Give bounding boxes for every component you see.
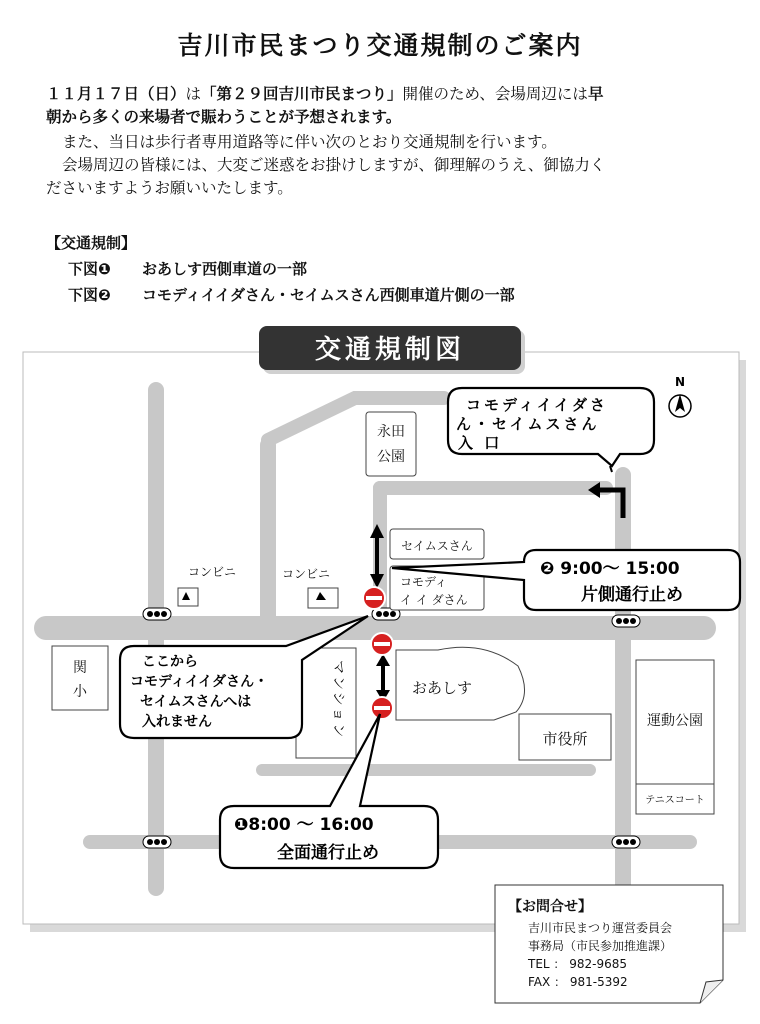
svg-text:運動公園: 運動公園 <box>647 713 703 729</box>
contact-org: 吉川市民まつり運営委員会 <box>528 921 673 935</box>
intro-line-2: 朝から多くの来場者で賑わうことが予想されます。 <box>46 108 402 126</box>
svg-text:コンビニ: コンビニ <box>281 567 331 581</box>
svg-text:N: N <box>674 375 686 389</box>
mansion-building <box>296 648 356 758</box>
svg-text:おあしす: おあしす <box>412 679 473 697</box>
entrance-callout <box>448 388 654 466</box>
svg-text:関: 関 <box>73 660 87 676</box>
nagata-park <box>366 412 416 476</box>
svg-text:コモディイイダさ: コモディイイダさ <box>466 396 609 414</box>
svg-text:コモディイイダさん・: コモディイイダさん・ <box>130 674 269 690</box>
intro-line-5: ださいますようお願いいたします。 <box>46 179 293 197</box>
contact-box <box>494 884 724 1004</box>
intro-line-3: また、当日は歩行者専用道路等に伴い次のとおり交通規制を行います。 <box>62 133 557 151</box>
contact-title: 【お問合せ】 <box>508 899 592 915</box>
event-name: 「第２９回吉川市民まつり」 <box>201 85 403 103</box>
no-entry-sign-icon <box>363 587 385 609</box>
map-title: 交通規制図 <box>314 335 466 365</box>
svg-text:コモディ: コモディ <box>400 575 448 589</box>
no-entry-sign-icon <box>371 697 393 719</box>
svg-text:入れません: 入れません <box>142 714 212 730</box>
svg-text:全面通行止め: 全面通行止め <box>277 843 379 863</box>
contact-tel: TEL ： 982-9685 <box>528 957 628 971</box>
intro-line-1: １１月１７日（日）は「第２９回吉川市民まつり」開催のため、会場周辺には早 <box>46 85 604 103</box>
regulation-item-2: 下図❷ コモディイイダさん・セイムスさん西側車道片側の一部 <box>68 286 515 304</box>
page-title: 吉川市民まつり交通規制のご案内 <box>177 31 583 60</box>
sekisho-building <box>52 646 108 710</box>
svg-text:テニスコート: テニスコート <box>645 795 705 806</box>
svg-text:市役所: 市役所 <box>542 730 588 748</box>
svg-text:セイムスさんへは: セイムスさんへは <box>140 694 252 710</box>
regulation-item-1: 下図❶ おあしす西側車道の一部 <box>68 260 308 278</box>
intro-line-4: 会場周辺の皆様には、大変ご迷惑をお掛けしますが、御理解のうえ、御協力く <box>62 156 606 174</box>
svg-text:イ イ ダさん: イ イ ダさん <box>400 593 468 607</box>
svg-text:マンション: マンション <box>330 660 346 740</box>
event-date: １１月１７日（日） <box>46 85 186 103</box>
svg-text:入 口: 入 口 <box>458 434 503 452</box>
sports-park <box>636 660 714 814</box>
svg-text:小: 小 <box>73 684 87 700</box>
no-entry-sign-icon <box>371 633 393 655</box>
svg-text:公園: 公園 <box>377 449 405 465</box>
svg-text:ん・セイムスさん: ん・セイムスさん <box>456 415 600 433</box>
svg-text:コンビニ: コンビニ <box>187 565 237 579</box>
contact-office: 事務局（市民参加推進課） <box>528 939 673 953</box>
contact-fax: FAX ： 981-5392 <box>528 975 628 989</box>
svg-text:セイムスさん: セイムスさん <box>401 539 473 553</box>
svg-text:片側通行止め: 片側通行止め <box>581 585 683 605</box>
svg-text:永田: 永田 <box>377 424 405 440</box>
section-label: 【交通規制】 <box>46 234 137 252</box>
svg-text:❷ 9:00～ 15:00: ❷ 9:00～ 15:00 <box>540 559 680 579</box>
svg-text:ここから: ここから <box>142 654 198 670</box>
svg-text:❶8:00 ～ 16:00: ❶8:00 ～ 16:00 <box>234 815 374 835</box>
